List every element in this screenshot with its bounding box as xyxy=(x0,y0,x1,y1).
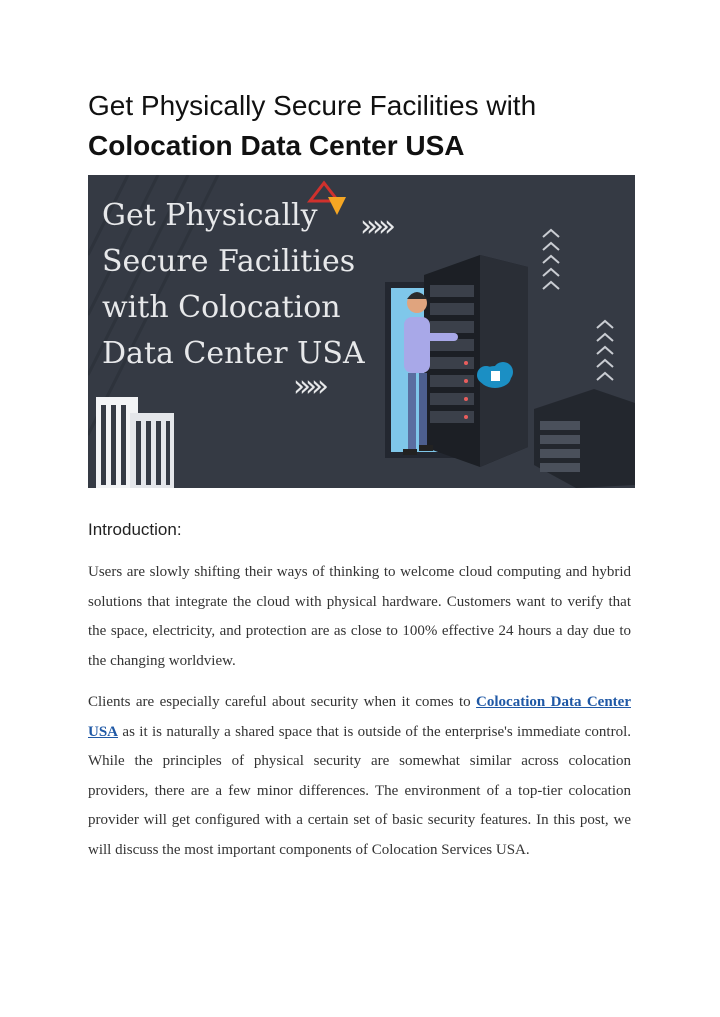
paragraph-2 xyxy=(88,688,631,865)
hero-line-2: Secure Facilities xyxy=(102,244,356,279)
hero-line-4: Data Center USA xyxy=(102,336,365,371)
colocation-link[interactable]: Colocation Data Center USA xyxy=(88,694,631,740)
hero-arrows-bottom: ››››› xyxy=(293,369,323,404)
hero-image xyxy=(88,175,635,488)
hero-arrows-top: ››››› xyxy=(360,209,390,244)
hero-line-3: with Colocation xyxy=(102,290,341,325)
document-title xyxy=(88,86,648,166)
title-line-1: Get Physically Secure Facilities with xyxy=(88,90,537,121)
server-stack-icon xyxy=(534,389,635,488)
paragraph-2-text-b: as it is naturally a shared space that is outside of the enterprise's immediate control. While the principles of physical security are somewhat similar across colocation providers, there are a few minor differences. The environment of a top-tier colocation provider will get configured with a certain set of basic security features. In this post, we will discuss the most important components of Colocation Services USA. xyxy=(88,723,631,858)
server-rack-icon xyxy=(424,255,528,467)
title-line-2: Colocation Data Center USA xyxy=(88,130,465,161)
paragraph-1: Users are slowly shifting their ways of thinking to welcome cloud computing and hybrid solutions that integrate the cloud with physical hardware. Customers want to verify that the space, electricity, and protection are as close to 100% effective 24 hours a day due to the changing worldview. xyxy=(88,564,631,669)
section-heading: Introduction: xyxy=(88,520,182,539)
hero-line-1: Get Physically xyxy=(102,198,318,233)
buildings-icon xyxy=(96,397,174,488)
paragraph-2-text-a: Clients are especially careful about security when it comes to xyxy=(88,694,477,710)
hero-headline xyxy=(102,193,392,377)
